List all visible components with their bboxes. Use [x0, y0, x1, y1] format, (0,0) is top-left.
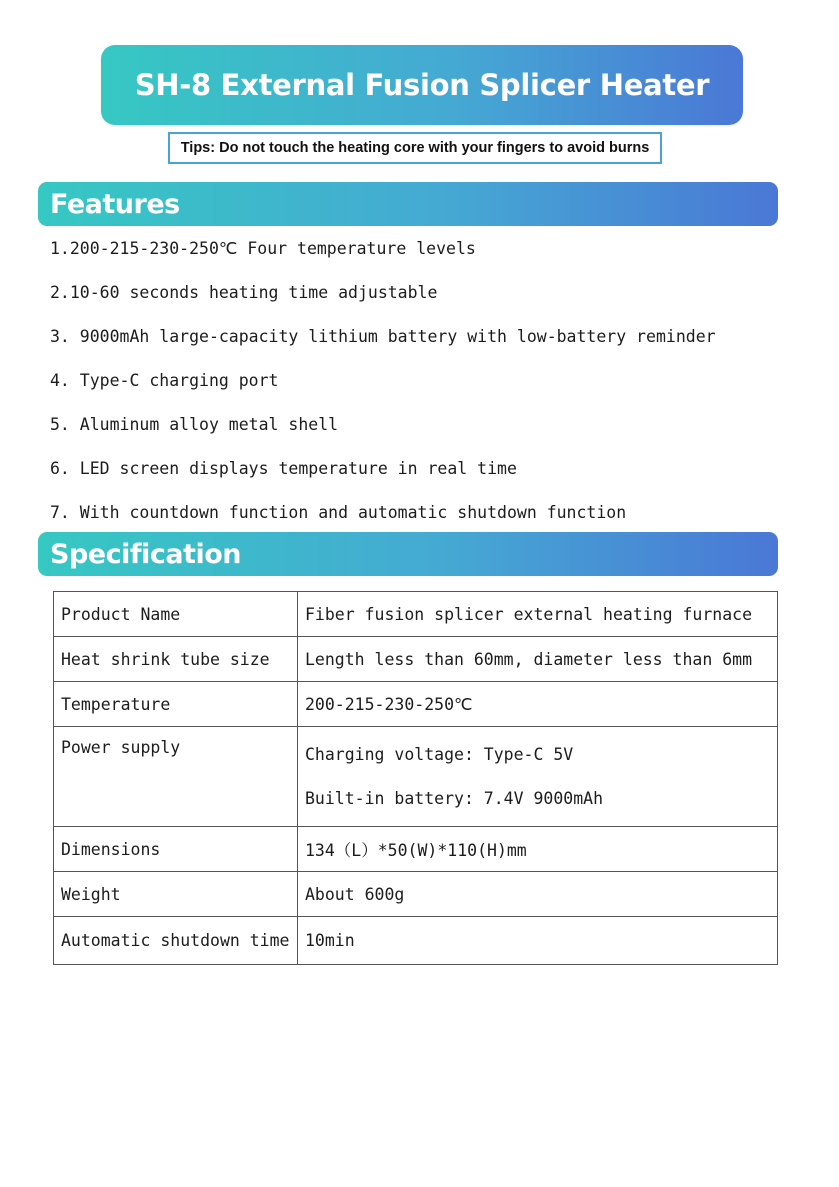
- spec-label: Product Name: [54, 592, 298, 637]
- spec-value: Charging voltage: Type-C 5V: [305, 744, 574, 764]
- specification-table: [53, 591, 778, 965]
- tips-box: [168, 132, 662, 164]
- spec-label: Automatic shutdown time: [54, 917, 298, 965]
- spec-label: Temperature: [54, 682, 298, 727]
- features-list: [50, 235, 716, 543]
- feature-item-5: 5. Aluminum alloy metal shell: [50, 415, 339, 434]
- specification-header: [38, 532, 778, 576]
- features-header: [38, 182, 778, 226]
- feature-item-4: 4. Type-C charging port: [50, 371, 279, 390]
- spec-value: Length less than 60mm, diameter less than 6mm: [298, 637, 778, 682]
- table-row: [54, 592, 778, 637]
- table-row: [54, 727, 778, 827]
- feature-item-1: 1.200-215-230-250℃ Four temperature levels: [50, 239, 476, 258]
- table-row: [54, 637, 778, 682]
- spec-value: 200-215-230-250℃: [298, 682, 778, 727]
- spec-value-multiline: [298, 727, 778, 827]
- table-row: [54, 827, 778, 872]
- title-banner: [101, 45, 743, 125]
- spec-label: Weight: [54, 872, 298, 917]
- spec-value: About 600g: [298, 872, 778, 917]
- feature-item-2: 2.10-60 seconds heating time adjustable: [50, 283, 438, 302]
- spec-label: Heat shrink tube size: [54, 637, 298, 682]
- table-row: [54, 917, 778, 965]
- spec-value: Built-in battery: 7.4V 9000mAh: [305, 788, 604, 808]
- table-row: [54, 872, 778, 917]
- feature-item-6: 6. LED screen displays temperature in real time: [50, 459, 517, 478]
- spec-label: Dimensions: [54, 827, 298, 872]
- features-heading: Features: [50, 188, 180, 220]
- feature-item-3: 3. 9000mAh large-capacity lithium battery with low-battery reminder: [50, 327, 716, 346]
- spec-value: 134（L）*50(W)*110(H)mm: [298, 827, 778, 872]
- tips-text: Tips: Do not touch the heating core with your fingers to avoid burns: [180, 140, 650, 156]
- spec-label: Power supply: [54, 727, 298, 827]
- page-title: SH-8 External Fusion Splicer Heater: [134, 68, 710, 102]
- spec-value: Fiber fusion splicer external heating furnace: [298, 592, 778, 637]
- feature-item-7: 7. With countdown function and automatic shutdown function: [50, 503, 627, 522]
- spec-value: 10min: [298, 917, 778, 965]
- table-row: [54, 682, 778, 727]
- specification-heading: Specification: [50, 538, 242, 570]
